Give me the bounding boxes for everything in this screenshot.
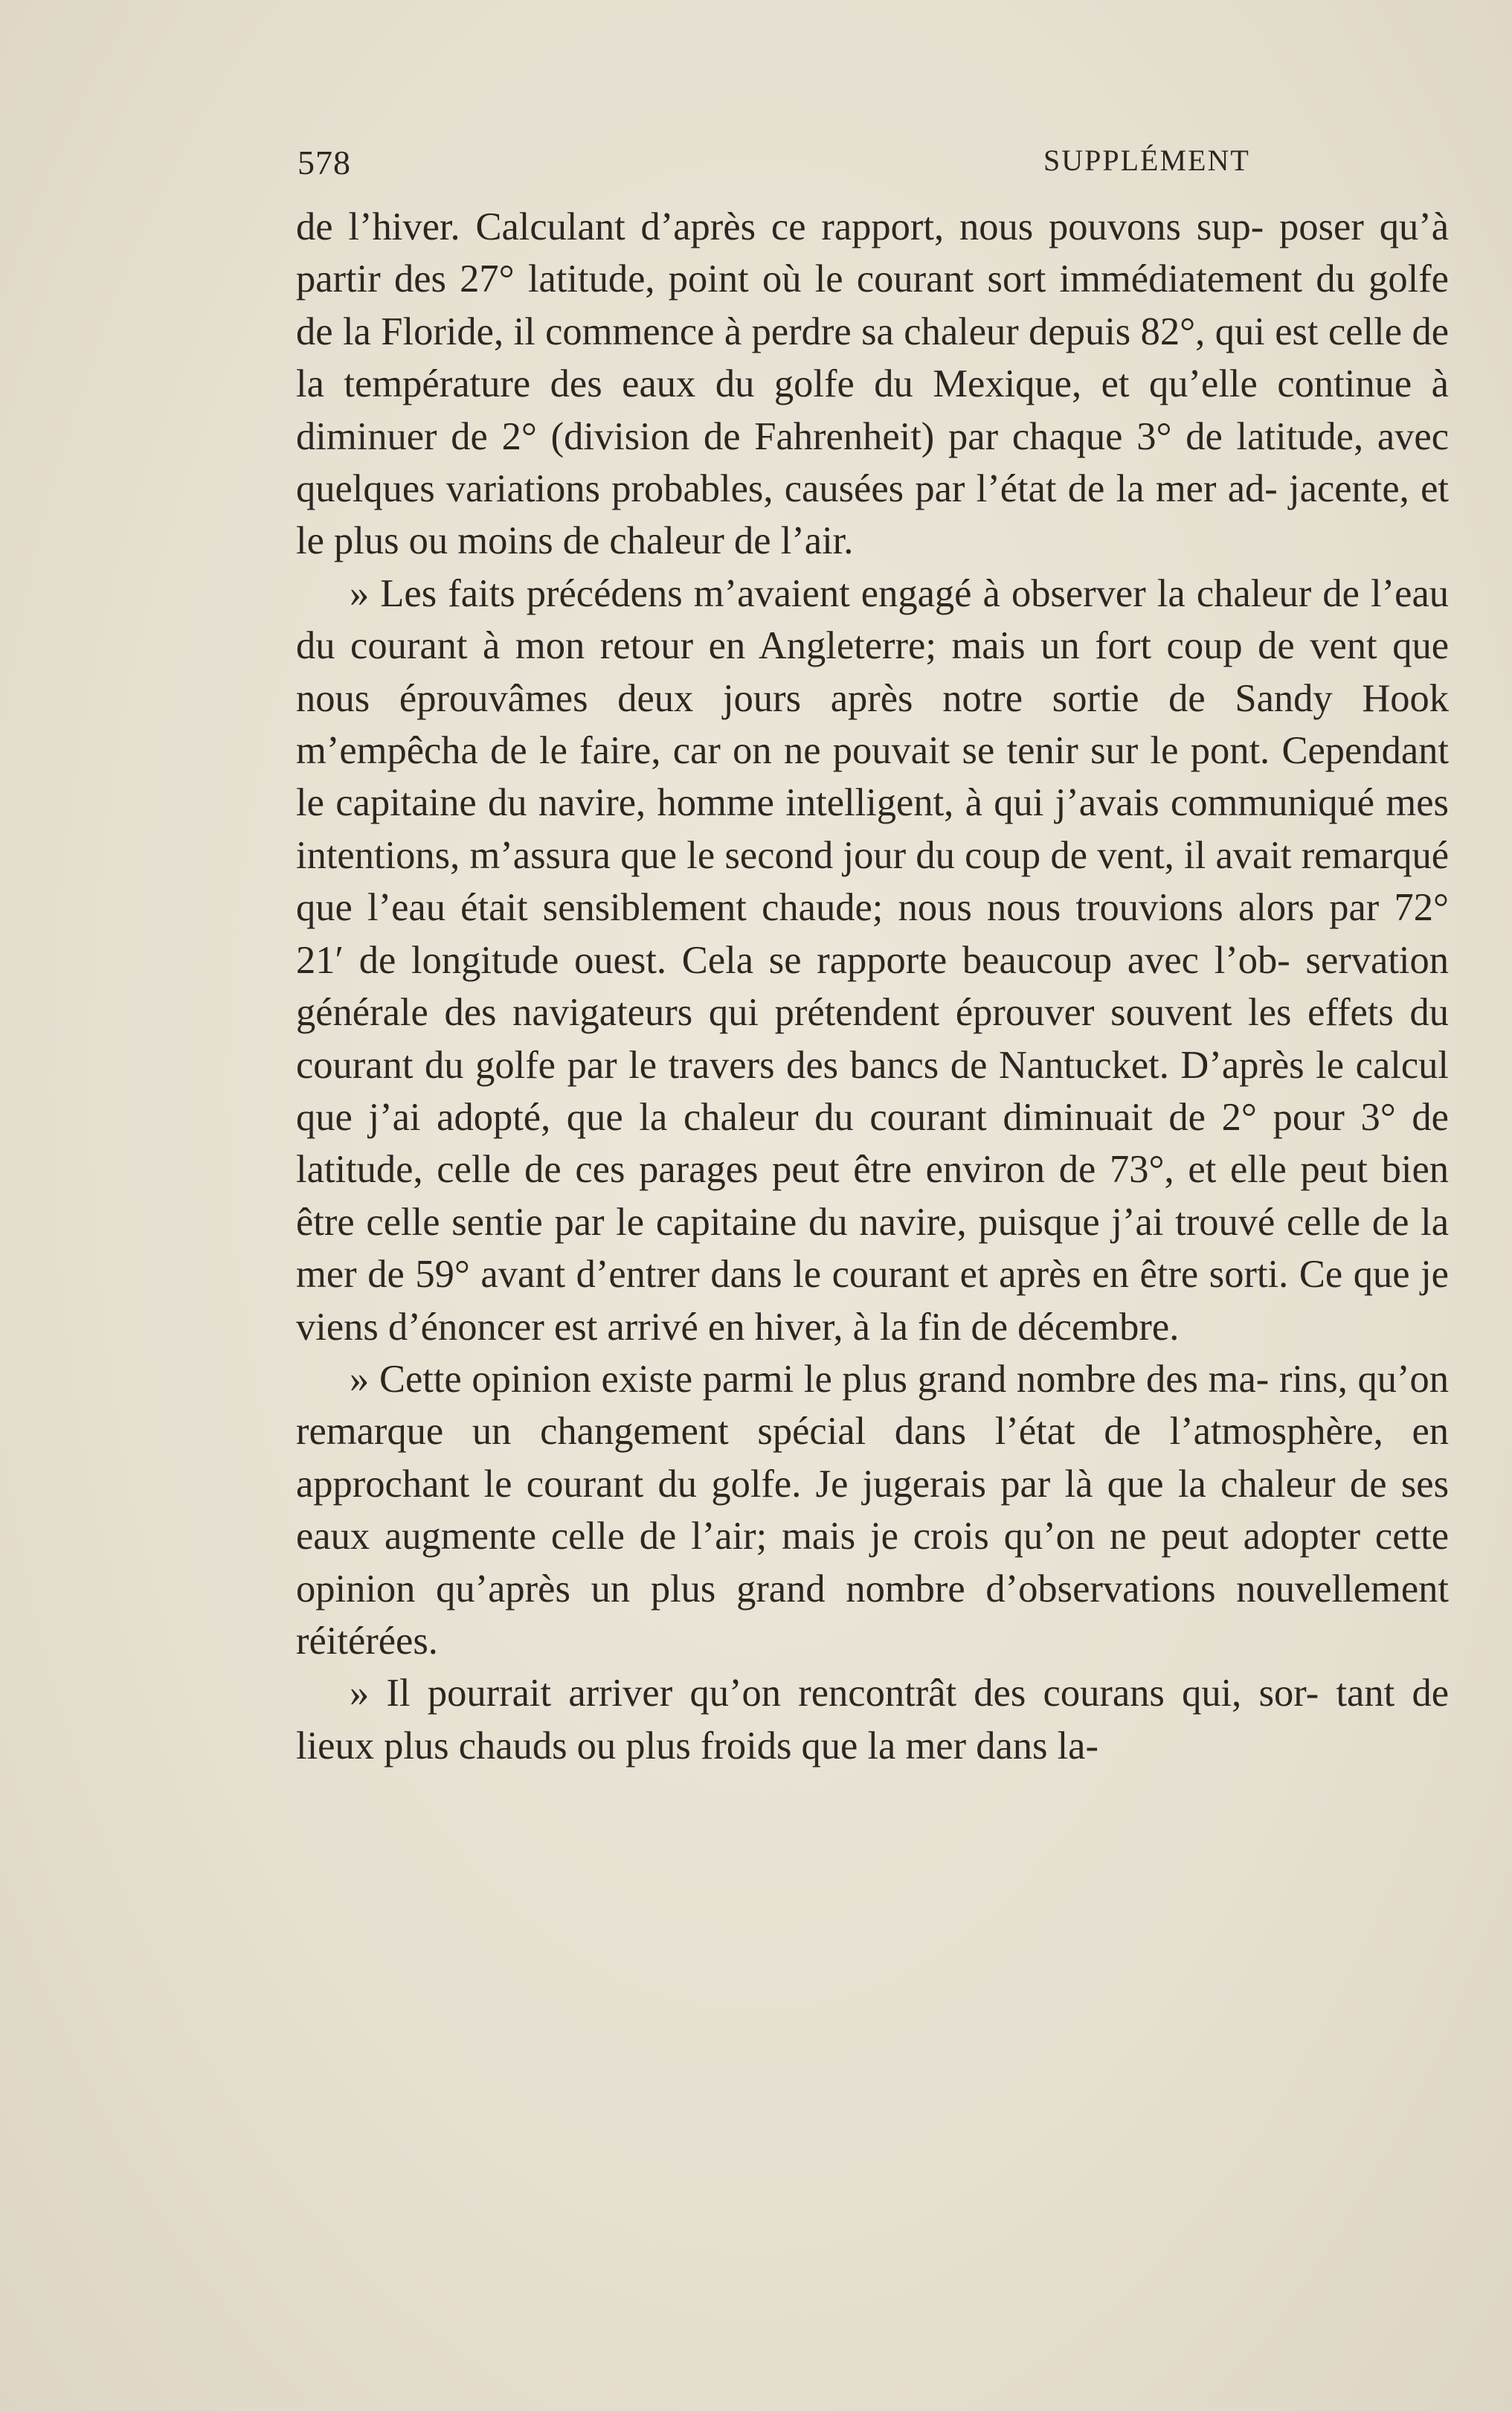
body-text bbox=[296, 201, 1449, 1772]
paragraph-sailors-opinion: » Cette opinion existe parmi le plus grand nombre des ma- rins, qu’on remarque un changement spécial dans l’état de l’atmosphère, en approchant le courant du golfe. Je jugerais par là que la chaleur de ses eaux augmente celle de l’air; mais je crois qu’on ne peut adopter cette opinion qu’après un plus grand nombre d’observations nouvellement réitérées. bbox=[296, 1357, 1449, 1663]
paragraph-currents: » Il pourrait arriver qu’on rencontrât des courans qui, sor- tant de lieux plus chauds ou plus froids que la mer dans la- bbox=[296, 1672, 1449, 1768]
paragraph-gulf-stream-observation: » Les faits précédens m’avaient engagé à observer la chaleur de l’eau du courant à mon retour en Angleterre; mais un fort coup de vent que nous éprouvâmes deux jours après notre sortie de Sandy Hook m’empêcha de le faire, car on ne pouvait se tenir sur le pont. Cependant le capitaine du navire, homme intelligent, à qui j’avais communiqué mes intentions, m’assura que le second jour du coup de vent, il avait remarqué que l’eau était sensiblement chaude; nous nous trouvions alors par 72° 21′ de longitude ouest. Cela se rapporte beaucoup avec l’ob- servation générale des navigateurs qui prétendent éprouver souvent les effets du courant du golfe par le travers des bancs de Nantucket. D’après le calcul que j’ai adopté, que la chaleur du courant diminuait de 2° pour 3° de latitude, celle de ces parages peut être environ de 73°, et elle peut bien être celle sentie par le capitaine du navire, puisque j’ai trouvé celle de la mer de 59° avant d’entrer dans le courant et après en être sorti. Ce que je viens d’énoncer est arrivé en hiver, à la fin de décembre. bbox=[296, 571, 1449, 1349]
page-number: 578 bbox=[297, 144, 351, 182]
running-head bbox=[297, 143, 1250, 195]
paragraph-continuation: de l’hiver. Calculant d’après ce rapport, nous pouvons sup- poser qu’à partir des 27° latitude, point où le courant sort immédiatement du golfe de la Floride, il commence à perdre sa chaleur depuis 82°, qui est celle de la température des eaux du golfe du Mexique, et qu’elle continue à diminuer de 2° (division de Fahrenheit) par chaque 3° de latitude, avec quelques variations probables, causées par l’état de la mer ad- jacente, et le plus ou moins de chaleur de l’air. bbox=[296, 205, 1449, 563]
running-title: SUPPLÉMENT bbox=[1043, 144, 1250, 177]
